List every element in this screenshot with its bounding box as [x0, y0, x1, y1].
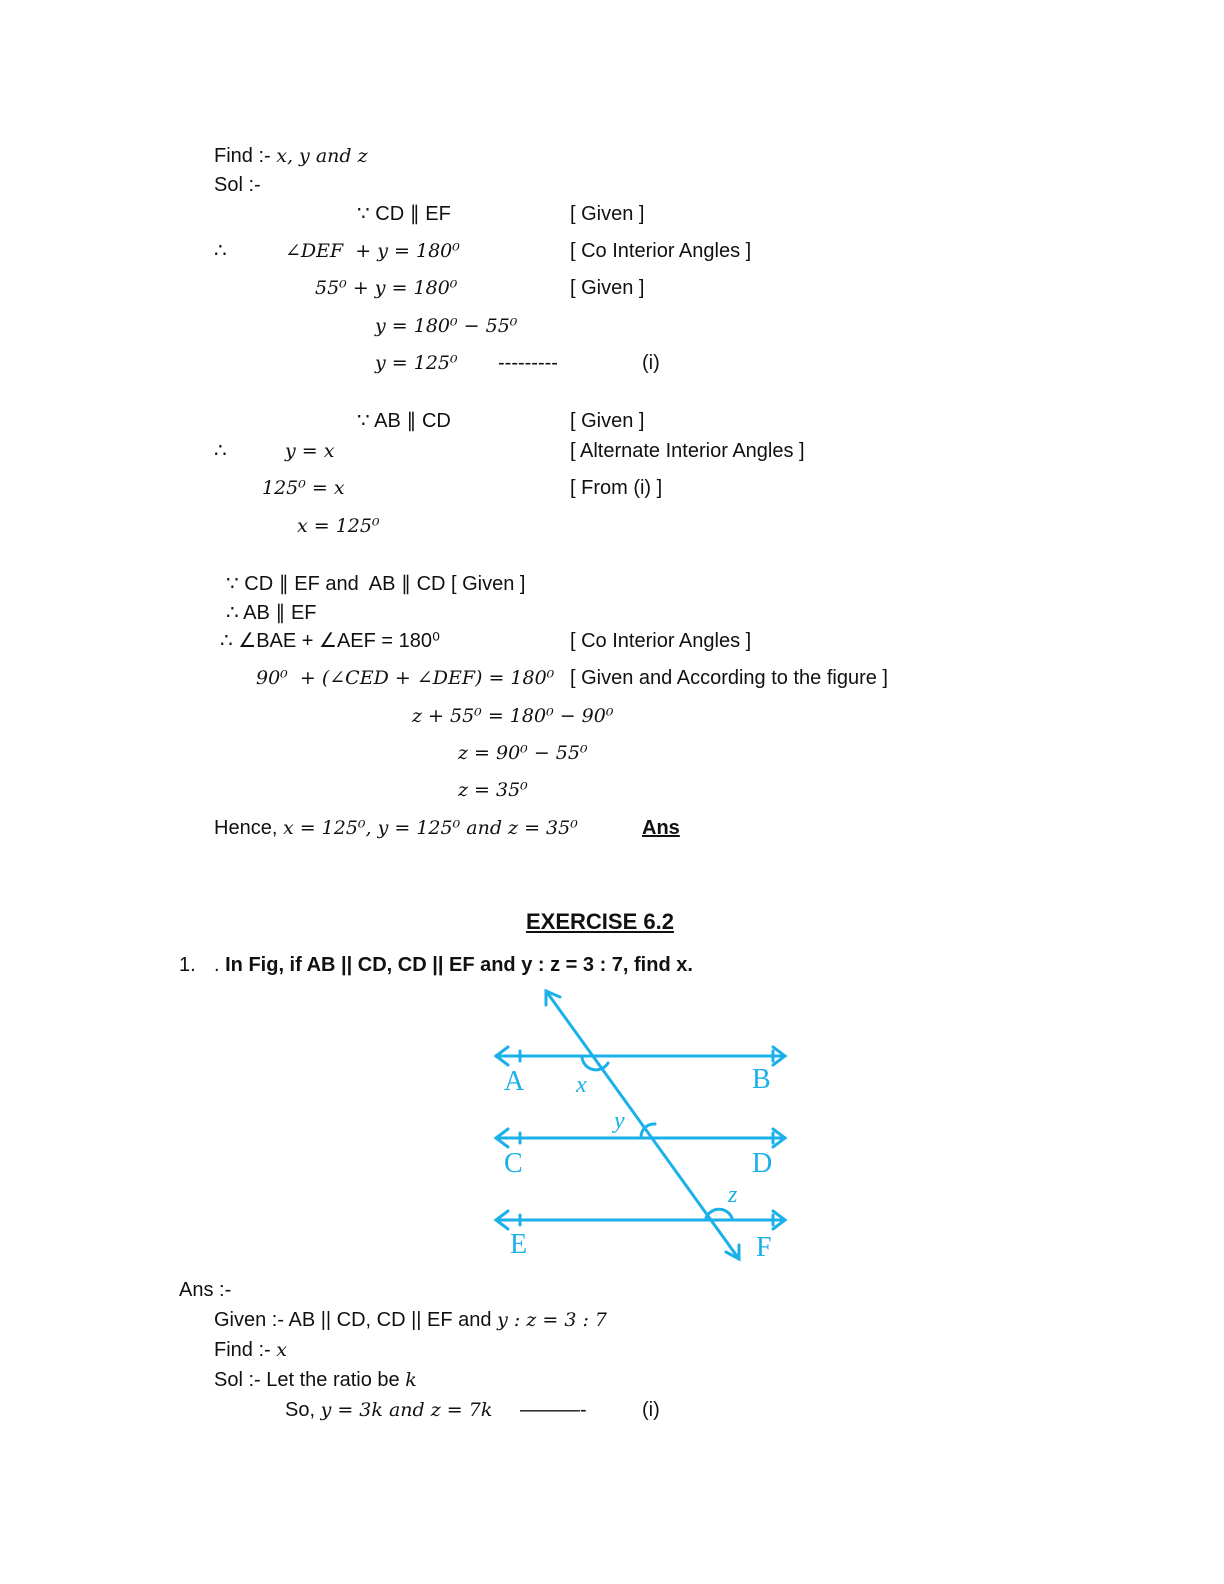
sol-ratio-math: k — [405, 1369, 417, 1391]
step1-eq1: ∠DEF + y = 180⁰ — [285, 240, 460, 262]
label-x: x — [576, 1072, 587, 1098]
label-c: C — [504, 1148, 523, 1179]
label-f: F — [756, 1232, 772, 1263]
sol-label: Sol :- — [214, 174, 261, 196]
step1-ref: (i) — [642, 352, 660, 374]
step1-since-reason: [ Given ] — [570, 203, 645, 225]
step2-therefore: ∴ — [214, 440, 227, 462]
exercise-title: EXERCISE 6.2 — [526, 909, 674, 934]
step3-eq1-reason: [ Given and According to the figure ] — [570, 667, 888, 689]
hence-line — [214, 816, 578, 840]
step3-eq0-reason: [ Co Interior Angles ] — [570, 630, 752, 652]
question-text: In Fig, if AB || CD, CD || EF and y : z = 3 : 7, find x. — [225, 954, 693, 976]
step1-eq4: y = 125⁰ — [375, 352, 458, 374]
question-line — [214, 953, 693, 977]
step2-eq2: 125⁰ = x — [262, 477, 345, 499]
so-ref: (i) — [642, 1399, 660, 1421]
label-e: E — [510, 1229, 528, 1260]
find-line — [214, 144, 368, 168]
step3-eq3: z = 90⁰ − 55⁰ — [458, 742, 588, 764]
step3-eq4: z = 35⁰ — [458, 779, 528, 801]
so-line — [285, 1398, 492, 1422]
step2-eq3: x = 125⁰ — [297, 515, 380, 537]
so-dash: ———- — [520, 1399, 587, 1421]
step3-eq0: ∴ ∠BAE + ∠AEF = 180⁰ — [220, 630, 441, 652]
step3-eq1: 90⁰ + (∠CED + ∠DEF) = 180⁰ — [256, 667, 555, 689]
given-line — [214, 1308, 607, 1332]
given-label: Given :- AB || CD, CD || EF and — [214, 1309, 498, 1331]
question-number: 1. — [179, 954, 196, 976]
hence-math: x = 125⁰, y = 125⁰ and z = 35⁰ — [282, 817, 578, 839]
find-x-math: x — [276, 1339, 287, 1361]
step2-since-reason: [ Given ] — [570, 410, 645, 432]
find-x-label: Find :- — [214, 1339, 277, 1361]
step2-eq1: y = x — [285, 440, 335, 462]
step2-since: ∵ AB ∥ CD — [357, 410, 451, 432]
step3-therefore: ∴ AB ∥ EF — [226, 602, 317, 624]
given-math: y : z = 3 : 7 — [497, 1309, 607, 1331]
label-y: y — [614, 1108, 625, 1134]
sol-ratio-label: Sol :- Let the ratio be — [214, 1369, 406, 1391]
sol-ratio-line — [214, 1368, 417, 1392]
parallel-lines-figure — [480, 980, 800, 1270]
step1-eq2-reason: [ Given ] — [570, 277, 645, 299]
hence-label: Hence, — [214, 817, 283, 839]
find-math: x, y and z — [276, 145, 368, 167]
step3-since: ∵ CD ∥ EF and AB ∥ CD [ Given ] — [226, 573, 526, 595]
step1-eq1-reason: [ Co Interior Angles ] — [570, 240, 752, 262]
step1-since: ∵ CD ∥ EF — [357, 203, 451, 225]
step2-eq2-reason: [ From (i) ] — [570, 477, 663, 499]
find-x-line — [214, 1338, 287, 1362]
label-z: z — [728, 1182, 738, 1208]
step1-dash: --------- — [498, 352, 558, 374]
step3-eq2: z + 55⁰ = 180⁰ − 90⁰ — [412, 705, 614, 727]
label-b: B — [752, 1064, 771, 1095]
label-d: D — [752, 1148, 773, 1179]
step1-eq2: 55⁰ + y = 180⁰ — [315, 277, 458, 299]
step1-eq3: y = 180⁰ − 55⁰ — [375, 315, 518, 337]
question-prefix: . — [214, 954, 226, 976]
label-a: A — [504, 1066, 525, 1097]
find-label: Find :- — [214, 145, 277, 167]
so-label: So, — [285, 1399, 321, 1421]
ans-label: Ans — [642, 817, 680, 839]
answer-label: Ans :- — [179, 1279, 232, 1301]
step1-therefore: ∴ — [214, 240, 227, 262]
so-math: y = 3k and z = 7k — [320, 1399, 493, 1421]
step2-eq1-reason: [ Alternate Interior Angles ] — [570, 440, 805, 462]
